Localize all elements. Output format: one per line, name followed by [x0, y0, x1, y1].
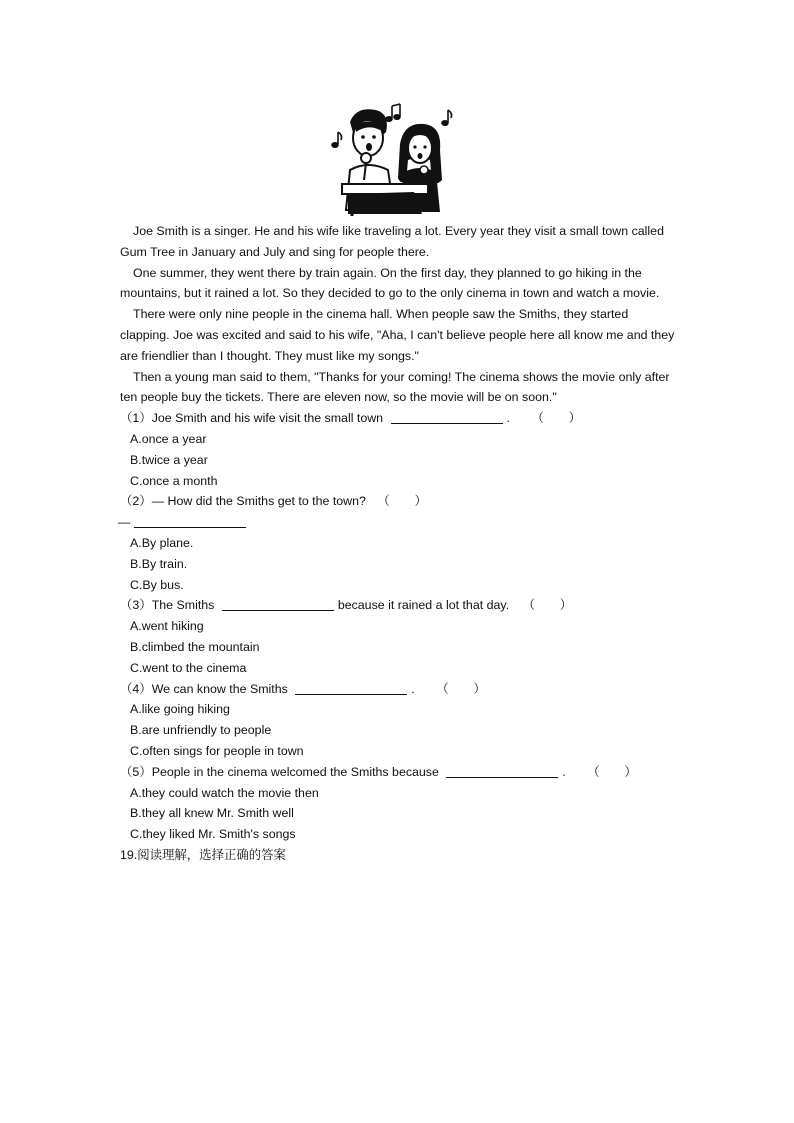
option-c[interactable]: C.once a month: [130, 473, 218, 488]
question-number: （4）: [120, 681, 152, 696]
option-b[interactable]: B.twice a year: [130, 452, 208, 467]
option-a[interactable]: A.like going hiking: [130, 702, 230, 717]
question-stem: People in the cinema welcomed the Smiths because: [151, 764, 439, 779]
singing-couple-illustration: [328, 100, 458, 218]
passage-paragraph-4: Then a young man said to them, "Thanks for your coming! The cinema shows the movie only after ten people buy the tickets. There are eleven now, so the movie will be on soon.": [120, 369, 670, 405]
question-4: （4）We can know the Smiths . （ ）: [120, 679, 680, 700]
option-b[interactable]: B.climbed the mountain: [130, 639, 260, 654]
answer-blank[interactable]: [222, 598, 334, 611]
answer-parentheses[interactable]: （ ）: [377, 494, 427, 509]
option-c[interactable]: C.went to the cinema: [130, 660, 247, 675]
option-c[interactable]: C.By bus.: [130, 577, 184, 592]
option-b[interactable]: B.they all knew Mr. Smith well: [130, 806, 294, 821]
question-stem: The Smiths: [151, 598, 215, 613]
answer-blank[interactable]: [295, 682, 407, 695]
question-stem: Joe Smith and his wife visit the small town: [151, 411, 384, 426]
answer-blank[interactable]: [134, 515, 246, 528]
next-item-heading: 19.阅读理解，选择正确的答案: [120, 847, 286, 862]
answer-blank[interactable]: [391, 411, 503, 424]
option-a[interactable]: A.went hiking: [130, 619, 204, 634]
option-c[interactable]: C.often sings for people in town: [130, 743, 304, 758]
option-b[interactable]: B.By train.: [130, 556, 188, 571]
reading-passage-document: [120, 221, 680, 866]
question-number: （2）: [120, 494, 152, 509]
answer-parentheses[interactable]: （ ）: [522, 598, 573, 613]
question-stem: — How did the Smiths get to the town?: [151, 494, 366, 509]
option-a[interactable]: A.they could watch the movie then: [130, 785, 319, 800]
passage-paragraph-1: Joe Smith is a singer. He and his wife like traveling a lot. Every year they visit a small town called Gum Tree in January and July and sing for people there.: [120, 224, 664, 259]
answer-dash-line: —: [118, 512, 680, 533]
question-3: （3）The Smiths because it rained a lot that day. （ ）: [120, 595, 680, 616]
passage-paragraph-3: There were only nine people in the cinema hall. When people saw the Smiths, they started clapping. Joe was excited and said to his wife, "Aha, I can't believe people here all know me and they are friendlier than I thought. They must like my songs.": [120, 307, 675, 363]
option-c[interactable]: C.they liked Mr. Smith's songs: [130, 827, 296, 842]
question-2: [120, 491, 680, 512]
passage-paragraph-2: One summer, they went there by train again. On the first day, they planned to go hiking in the mountains, but it rained a lot. So they decided to go to the only cinema in town and watch a movie.: [120, 265, 660, 301]
question-stem: We can know the Smiths: [151, 681, 288, 696]
question-1: （1）Joe Smith and his wife visit the small town . （ ）: [120, 408, 680, 429]
question-number: （3）: [120, 598, 152, 613]
option-a[interactable]: A.By plane.: [130, 535, 194, 550]
piano-shape: [342, 184, 428, 216]
option-a[interactable]: A.once a year: [130, 431, 207, 446]
question-number: （5）: [120, 764, 152, 779]
answer-parentheses[interactable]: （ ）: [436, 681, 486, 696]
answer-parentheses[interactable]: （ ）: [587, 764, 637, 779]
answer-parentheses[interactable]: （ ）: [531, 411, 581, 426]
answer-blank[interactable]: [446, 765, 558, 778]
question-number: （1）: [120, 411, 152, 426]
option-b[interactable]: B.are unfriendly to people: [130, 723, 272, 738]
question-5: （5）People in the cinema welcomed the Smiths because . （ ）: [120, 762, 680, 783]
